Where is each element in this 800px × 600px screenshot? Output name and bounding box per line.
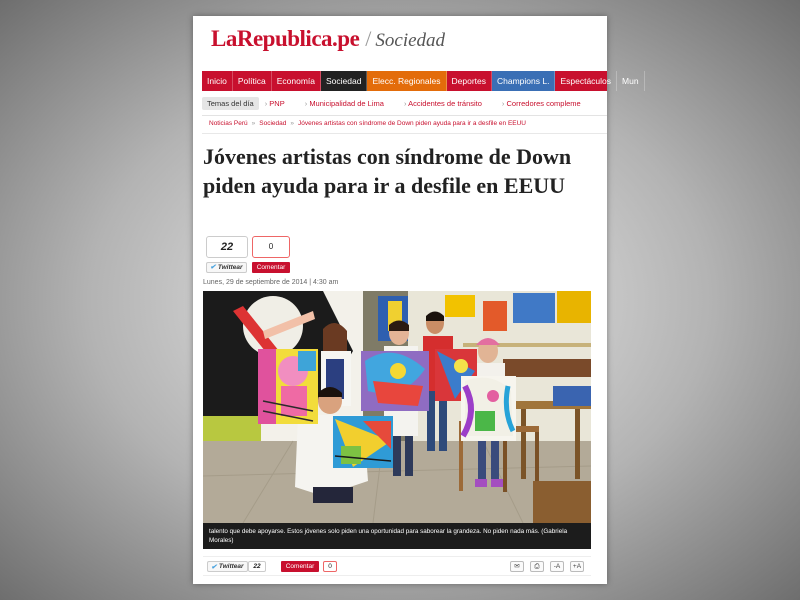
hot-topics-label: Temas del día (202, 97, 259, 110)
nav-item-politica[interactable]: Política (233, 71, 272, 91)
breadcrumb-separator: » (290, 120, 295, 127)
comment-button[interactable]: Comentar (252, 262, 290, 273)
hot-topic-item[interactable]: › Municipalidad de Lima (305, 99, 384, 108)
divider (202, 133, 607, 134)
comment-count: 0 (252, 236, 290, 258)
printer-icon[interactable]: ⎙ (530, 561, 544, 572)
main-nav (202, 71, 639, 91)
comment-count: 0 (323, 561, 337, 572)
comment-button[interactable]: Comentar (281, 561, 319, 572)
twitter-button[interactable] (206, 262, 247, 273)
hot-topic-item[interactable]: › PNP (265, 99, 285, 108)
twitter-button-label: Twittear (218, 563, 244, 570)
nav-item-sociedad[interactable]: Sociedad (321, 71, 367, 91)
hot-topics-bar (202, 95, 607, 111)
newspaper-page (193, 16, 639, 584)
nav-item-mundo[interactable]: Mun (617, 71, 645, 91)
site-logo[interactable]: LaRepublica.pe (211, 26, 360, 51)
article-photo[interactable] (203, 291, 591, 523)
masthead (211, 26, 445, 66)
font-smaller-button[interactable]: -A (550, 561, 564, 572)
share-count: 22 (248, 561, 266, 572)
nav-item-inicio[interactable]: Inicio (202, 71, 233, 91)
article-date: Lunes, 29 de septiembre de 2014 | 4:30 am (203, 279, 339, 286)
article-toolbar (203, 556, 591, 576)
twitter-button-label: Twittear (217, 264, 243, 271)
hot-topic-item[interactable]: › Accidentes de tránsito (404, 99, 482, 108)
share-count: 22 (206, 236, 248, 258)
breadcrumb-item[interactable]: Sociedad (259, 120, 287, 127)
twitter-button[interactable] (207, 561, 248, 572)
nav-item-economia[interactable]: Economía (272, 71, 321, 91)
envelope-icon[interactable]: ✉ (510, 561, 524, 572)
photo-caption: talento que debe apoyarse. Estos jóvenes solo piden una oportunidad para saborear la grandeza. No piden nada más. (Gabriela Morales) (203, 523, 591, 549)
breadcrumb-item[interactable]: Noticias Perú (209, 120, 248, 127)
nav-item-espectaculos[interactable]: Espectáculos (555, 71, 617, 91)
photo-illustration (203, 291, 591, 523)
divider (202, 115, 607, 116)
font-larger-button[interactable]: +A (570, 561, 584, 572)
breadcrumb-item[interactable]: Jóvenes artistas con síndrome de Down piden ayuda para ir a desfile en EEUU (298, 120, 527, 127)
nav-item-champions[interactable]: Champions L. (492, 71, 555, 91)
twitter-bird-icon: ✔ (211, 563, 217, 571)
article-headline: Jóvenes artistas con síndrome de Down piden ayuda para ir a desfile en EEUU (203, 144, 572, 198)
twitter-bird-icon: ✔ (210, 264, 216, 271)
breadcrumb-separator: » (251, 120, 256, 127)
nav-item-deportes[interactable]: Deportes (447, 71, 493, 91)
breadcrumb (209, 120, 526, 127)
hot-topic-item[interactable]: › Corredores compleme (502, 99, 581, 108)
section-title[interactable]: Sociedad (375, 30, 446, 51)
nav-item-elecciones[interactable]: Elecc. Regionales (367, 71, 446, 91)
logo-separator: / (365, 26, 372, 51)
